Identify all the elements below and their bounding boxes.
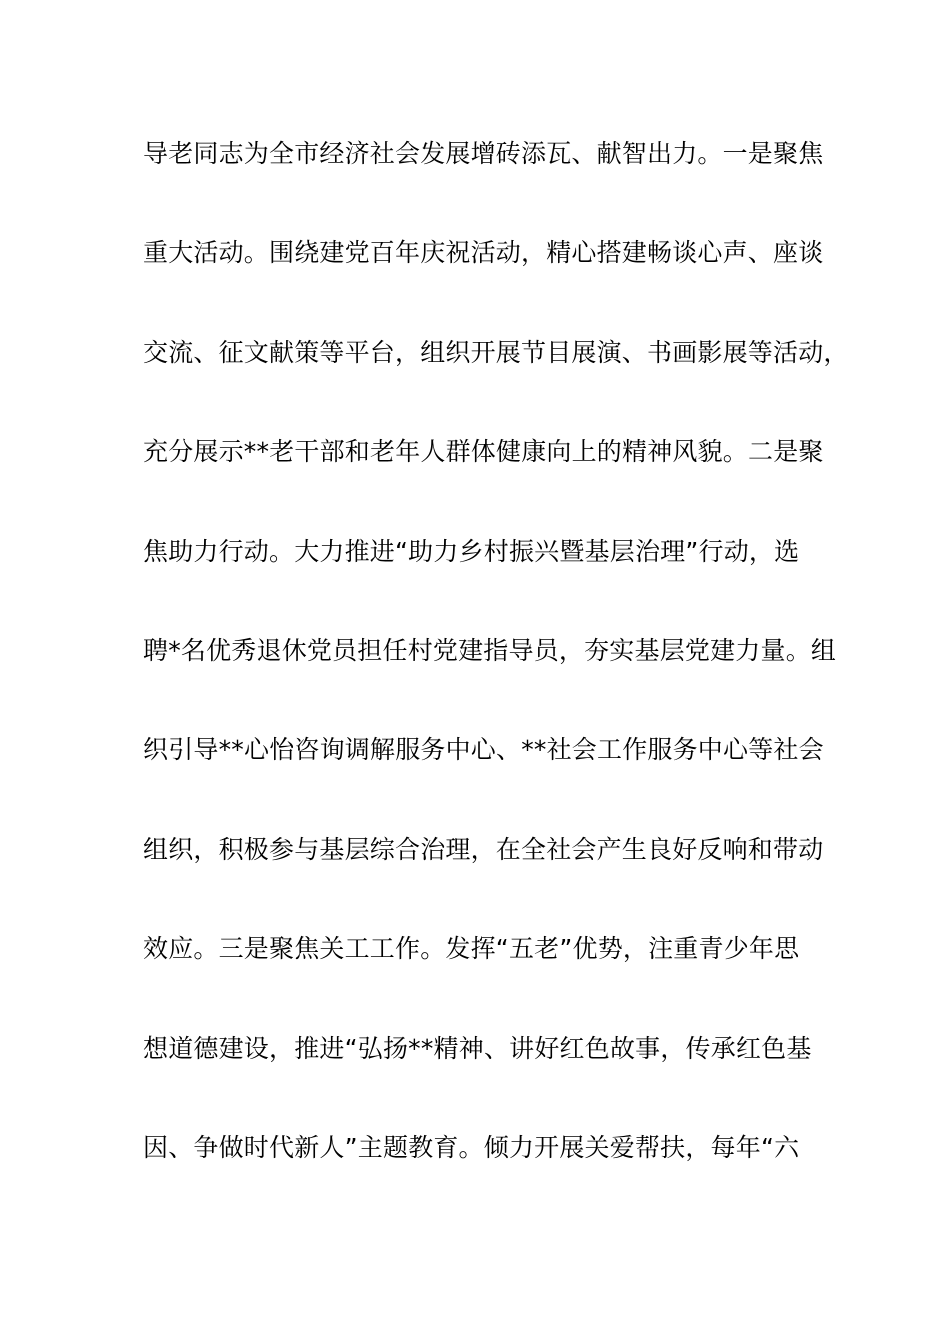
text-line: 交流、征文献策等平台，组织开展节目展演、书画影展等活动，: [143, 337, 849, 367]
text-line: 因、争做时代新人”主题教育。倾力开展关爱帮扶，每年“六: [143, 1132, 800, 1162]
text-line: 导老同志为全市经济社会发展增砖添瓦、献智出力。一是聚焦: [143, 139, 824, 168]
text-line: 充分展示**老干部和老年人群体健康向上的精神风貌。二是聚: [143, 437, 824, 467]
text-line: 焦助力行动。大力推进“助力乡村振兴暨基层治理”行动，选: [143, 536, 800, 566]
text-line: 重大活动。围绕建党百年庆祝活动，精心搭建畅谈心声、座谈: [143, 238, 824, 268]
body-paragraph: [143, 128, 849, 1221]
text-line: 组织，积极参与基层综合治理，在全社会产生良好反响和带动: [143, 834, 824, 864]
text-line: 想道德建设，推进“弘扬**精神、讲好红色故事，传承红色基: [143, 1033, 812, 1063]
text-line: 织引导**心怡咨询调解服务中心、**社会工作服务中心等社会: [143, 735, 824, 765]
text-line: 聘*名优秀退休党员担任村党建指导员，夯实基层党建力量。组: [143, 635, 837, 665]
text-line: 效应。三是聚焦关工工作。发挥“五老”优势，注重青少年思: [143, 934, 800, 964]
